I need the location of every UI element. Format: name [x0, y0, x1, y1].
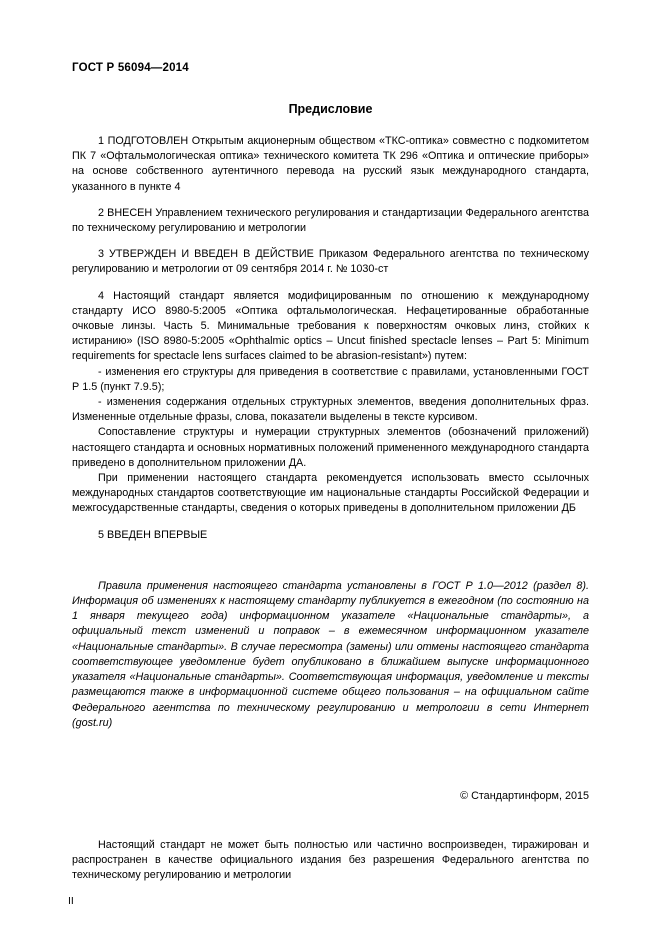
- paragraph-5: 5 ВВЕДЕН ВПЕРВЫЕ: [98, 528, 208, 541]
- paragraph-4-dash-1: - изменения его структуры для приведения в соответствие с правилами, установленными ГОСТ Р 1.5 (пункт 7.9.5);: [72, 365, 589, 393]
- paragraph-2: 2 ВНЕСЕН Управлением технического регулирования и стандартизации Федерального агентства по техническому регулированию и метрологии: [72, 206, 589, 235]
- copyright-line: © Стандартинформ, 2015: [460, 790, 589, 802]
- footer-note-text: Настоящий стандарт не может быть полностью или частично воспроизведен, тиражирован и распространен в качестве официального издания без разрешения Федерального агентства по техническому регулированию и метрологии: [72, 839, 589, 882]
- page-title: Предисловие: [288, 102, 373, 116]
- paragraph-4-dash-2: - изменения содержания отдельных структурных элементов, введения дополнительных фраз. Измененные отдельные фразы, слова, показатели выделены в тексте курсивом.: [72, 396, 589, 424]
- footer-note-block: [72, 838, 589, 884]
- standard-code-header: ГОСТ Р 56094—2014: [72, 62, 189, 74]
- notice-block: [72, 579, 589, 731]
- notice-text: Правила применения настоящего стандарта установлены в ГОСТ Р 1.0—2012 (раздел 8). Информация об изменениях к настоящему стандарту публикуется в ежегодном (по состоянию на 1 января текущего года) информационном указателе «Национальные стандарты», а официальный текст изменений и поправок – в ежемесячном информационном указателе «Национальные стандарты». В случае пересмотра (замены) или отмены настоящего стандарта соответствующее уведомление будет опубликовано в ближайшем выпуске информационного указателя «Национальные стандарты». Соответствующая информация, уведомление и тексты размещаются также в информационной системе общего пользования – на официальном сайте Федерального агентства по техническому регулированию и метрологии в сети Интернет (gost.ru): [72, 579, 589, 729]
- paragraph-3: 3 УТВЕРЖДЕН И ВВЕДЕН В ДЕЙСТВИЕ Приказом Федерального агентства по техническому регулированию и метрологии от 09 сентября 2014 г. № 1030-ст: [72, 248, 589, 276]
- page-number: II: [68, 895, 74, 907]
- paragraph-application: При применении настоящего стандарта рекомендуется использовать вместо ссылочных международных стандартов соответствующие им национальные стандарты Российской Федерации и межгосударственные стандарты, сведения о которых приведены в дополнительном приложении ДБ: [72, 472, 589, 515]
- paragraph-1: 1 ПОДГОТОВЛЕН Открытым акционерным обществом «ТКС-оптика» совместно с подкомитетом ПК 7 «Офтальмологическая оптика» технического комитета ТК 296 «Оптика и оптические приборы» на основе собственного аутентичного перевода на русский язык международного стандарта, указанного в пункте 4: [72, 135, 589, 193]
- paragraph-comparison: Сопоставление структуры и нумерации структурных элементов (обозначений приложений) настоящего стандарта и основных нормативных положений примененного международного стандарта приведено в дополнительном приложении ДА.: [72, 426, 589, 469]
- paragraph-4: 4 Настоящий стандарт является модифицированным по отношению к международному стандарту ИСО 8980-5:2005 «Оптика офтальмологическая. Нефацетированные обработанные очковые линзы. Часть 5. Минимальные требования к поверхностям очковых линз, стойких к истиранию» (ISO 8980-5:2005 «Ophthalmic optics – Uncut finished spectacle lenses – Part 5: Minimum requirements for spectacle lens surfaces claimed to be abrasion-resistant») путем:: [72, 289, 589, 363]
